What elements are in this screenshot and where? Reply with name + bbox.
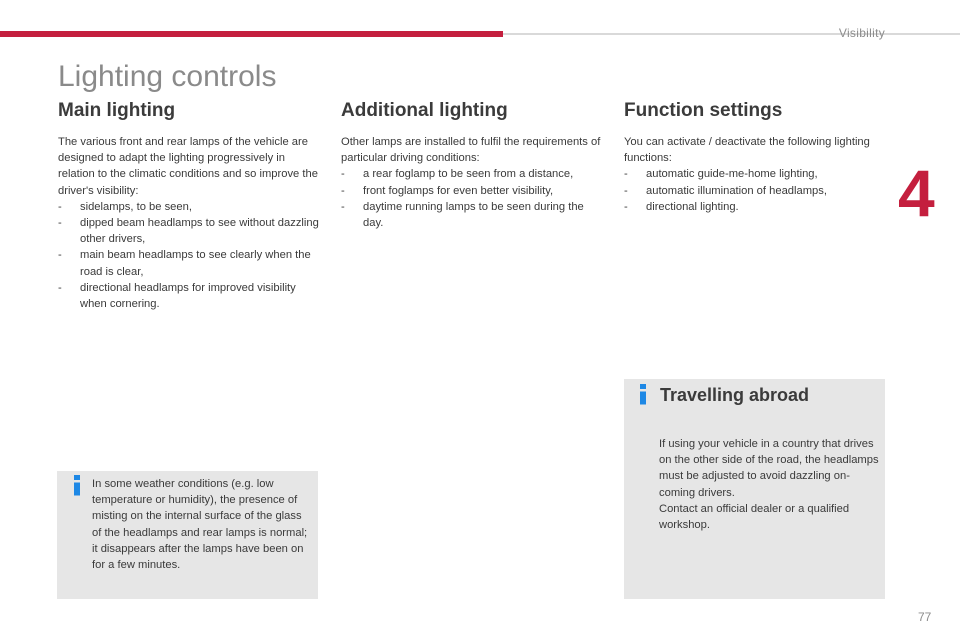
- info-icon: [637, 384, 649, 411]
- misting-info-box: [57, 471, 318, 599]
- list-item: - automatic guide-me-home lighting,: [624, 166, 886, 182]
- info-icon: [71, 475, 83, 502]
- main-lighting-section: [58, 100, 320, 312]
- misting-info-text: In some weather conditions (e.g. low temperature or humidity), the presence of misting on the internal surface of the glass of the headlamps and rear lamps is normal; it disappears after the lamps have been on for a few minutes.: [92, 478, 308, 572]
- additional-lighting-list: [341, 166, 603, 231]
- header-accent-bar: [0, 31, 503, 37]
- travelling-abroad-heading: Travelling abroad: [660, 385, 810, 405]
- list-item: - automatic illumination of headlamps,: [624, 183, 886, 199]
- travelling-abroad-text-1: If using your vehicle in a country that drives on the other side of the road, the headlamps must be adjusted to avoid dazzling on-coming drivers.: [659, 438, 879, 499]
- page-number: 77: [918, 610, 932, 624]
- list-item: - daytime running lamps to be seen during the day.: [341, 199, 603, 231]
- main-lighting-intro: The various front and rear lamps of the vehicle are designed to adapt the lighting progressively in relation to the climatic conditions and so improve the driver's visibility:: [58, 136, 318, 197]
- list-item: - dipped beam headlamps to see without dazzling other drivers,: [58, 215, 320, 247]
- list-item: - a rear foglamp to be seen from a distance,: [341, 166, 603, 182]
- list-item: - directional headlamps for improved visibility when cornering.: [58, 280, 320, 312]
- additional-lighting-intro: Other lamps are installed to fulfil the requirements of particular driving conditions:: [341, 136, 601, 165]
- list-item: - directional lighting.: [624, 199, 886, 215]
- main-lighting-heading: Main lighting: [58, 100, 176, 121]
- travelling-abroad-text: [659, 436, 879, 533]
- travelling-abroad-box: [624, 379, 885, 599]
- chapter-number: 4: [898, 156, 935, 230]
- page-title: Lighting controls: [58, 60, 277, 93]
- additional-lighting-heading: Additional lighting: [341, 100, 508, 121]
- list-item: - sidelamps, to be seen,: [58, 199, 320, 215]
- list-item: - main beam headlamps to see clearly when the road is clear,: [58, 247, 320, 279]
- section-label: Visibility: [838, 26, 885, 40]
- travelling-abroad-text-2: Contact an official dealer or a qualified workshop.: [659, 502, 850, 532]
- function-settings-list: [624, 166, 886, 215]
- list-item: - front foglamps for even better visibility,: [341, 183, 603, 199]
- function-settings-heading: Function settings: [624, 100, 783, 121]
- function-settings-section: [624, 100, 886, 215]
- header-rule: [503, 33, 960, 35]
- function-settings-intro: You can activate / deactivate the following lighting functions:: [624, 136, 870, 165]
- main-lighting-list: [58, 199, 320, 312]
- additional-lighting-section: [341, 100, 603, 231]
